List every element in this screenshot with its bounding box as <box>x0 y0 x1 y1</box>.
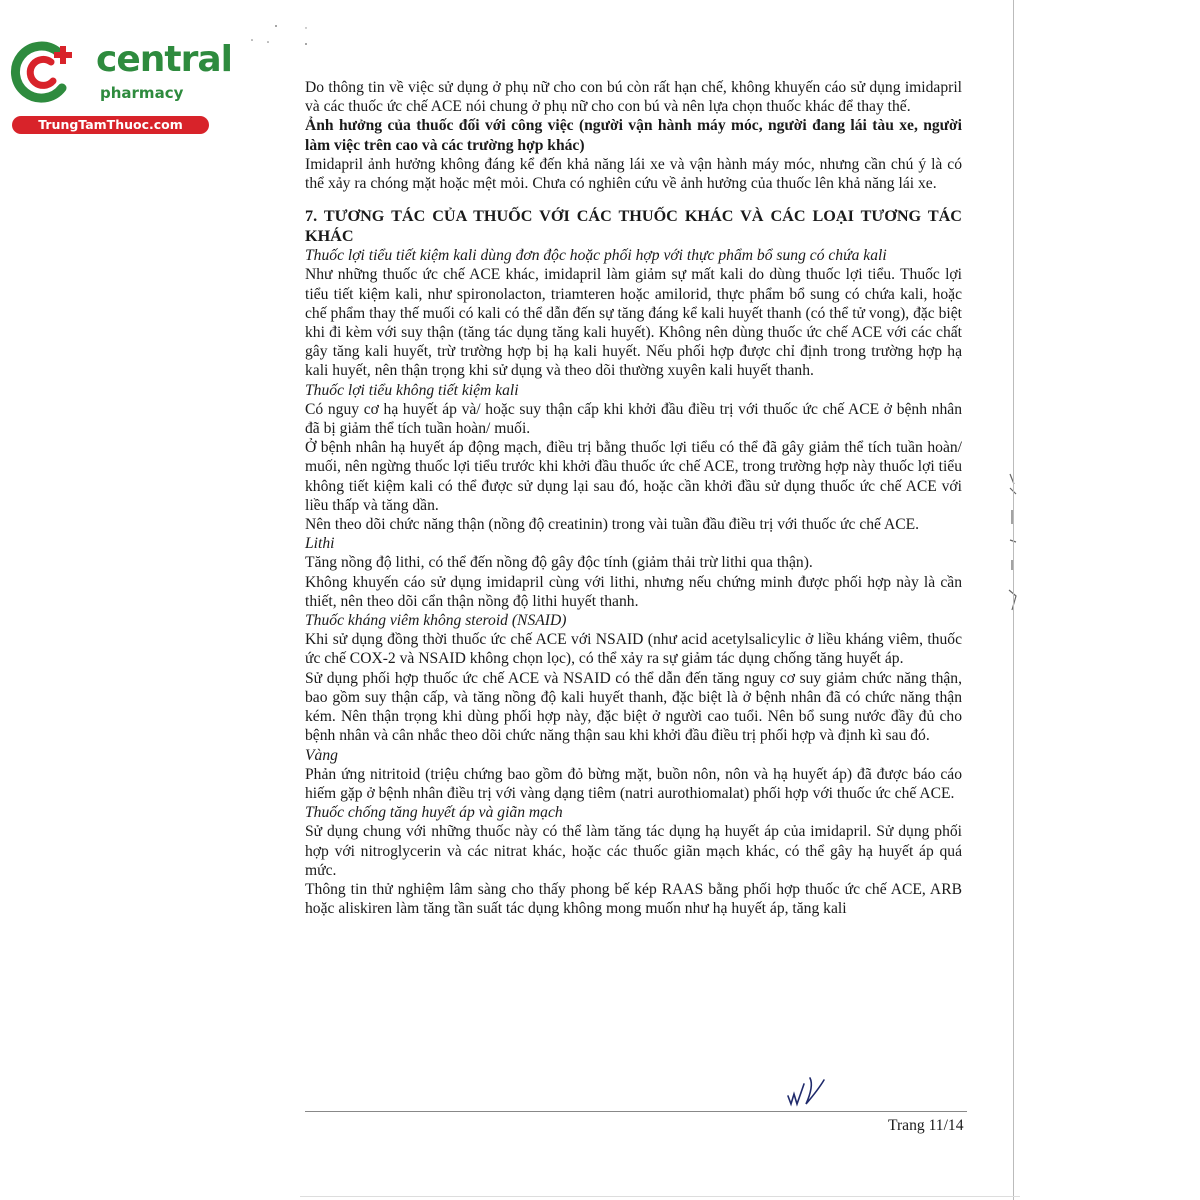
subheading-italic: Thuốc kháng viêm không steroid (NSAID) <box>305 612 567 630</box>
page-edge-bottom <box>300 1196 1020 1197</box>
page-edge-right <box>1013 0 1014 1200</box>
paragraph: Khi sử dụng đồng thời thuốc ức chế ACE với NSAID (như acid acetylsalicylic ở liều kháng viêm, thuốc ức chế COX-2 và NSAID không chọn lọc), có thể xảy ra sự giảm tác dụng chống tăng huyết áp. <box>305 631 962 668</box>
subheading-italic: Thuốc lợi tiểu không tiết kiệm kali <box>305 381 519 399</box>
paragraph: Thông tin thử nghiệm lâm sàng cho thấy phong bế kép RAAS bằng phối hợp thuốc ức chế ACE, ARB hoặc aliskiren làm tăng tần suất tác dụng không mong muốn như hạ huyết áp, tăng kali <box>305 880 962 918</box>
paragraph: Có nguy cơ hạ huyết áp và/ hoặc suy thận cấp khi khởi đầu điều trị với thuốc ức chế ACE ở bệnh nhân đã bị giảm thể tích tuần hoàn/ muối. <box>305 400 962 438</box>
paragraph: Như những thuốc ức chế ACE khác, imidapril làm giảm sự mất kali do dùng thuốc lợi tiểu. Thuốc lợi tiểu tiết kiệm kali, như spironolacton, triamteren hoặc amilorid, thực phẩm bổ sung có chứa kali, hoặc chế phẩm thay thế muối có kali có thể dẫn đến sự tăng đáng kể kali huyết thanh (có thể tử vong), đặc biệt khi đi kèm với suy thận (tăng tác dụng tăng kali huyết). Không nên dùng thuốc ức chế ACE với các chất gây tăng kali huyết, trừ trường hợp bị hạ kali huyết. Nếu phối hợp được chỉ định trong trường hợp hạ kali huyết, nên thận trọng khi sử dụng và theo dõi thường xuyên kali huyết thanh. <box>305 266 962 380</box>
logo-brand-name: central <box>96 39 232 80</box>
footer-divider <box>305 1111 967 1112</box>
paragraph: Imidapril ảnh hưởng không đáng kể đến khả năng lái xe và vận hành máy móc, nhưng cần chú ý là có thể xảy ra chóng mặt hoặc mệt mỏi. Chưa có nghiên cứu về ảnh hưởng của thuốc lên khả năng lái xe. <box>305 155 962 193</box>
paragraph: Nên theo dõi chức năng thận (nồng độ creatinin) trong vài tuần đầu điều trị với thuốc ức chế ACE. <box>305 516 920 534</box>
pharmacy-cross-logo-icon <box>10 38 80 108</box>
scan-specks <box>240 18 320 58</box>
page-number: Trang 11/14 <box>888 1117 964 1134</box>
subheading-italic: Thuốc lợi tiểu tiết kiệm kali dùng đơn độc hoặc phối hợp với thực phẩm bổ sung có chứa kali <box>305 247 887 265</box>
subheading-italic: Vàng <box>305 746 338 764</box>
paragraph: Phản ứng nitritoid (triệu chứng bao gồm đỏ bừng mặt, buồn nôn, nôn và hạ huyết áp) đã được báo cáo hiếm gặp ở bệnh nhân điều trị với vàng dạng tiêm (natri aurothiomalat) phối hợp với thuốc ức chế ACE. <box>305 765 962 802</box>
document-body <box>305 78 962 918</box>
logo-website: TrungTamThuoc.com <box>12 116 209 134</box>
subheading-bold: Ảnh hưởng của thuốc đối với công việc (người vận hành máy móc, người đang lái tàu xe, người làm việc trên cao và các trường hợp khác) <box>305 117 962 154</box>
central-pharmacy-logo[interactable] <box>10 38 232 138</box>
paragraph: Ở bệnh nhân hạ huyết áp động mạch, điều trị bằng thuốc lợi tiểu có thể đã gây giảm thể tích tuần hoàn/ muối, nên ngừng thuốc lợi tiểu trước khi khởi đầu thuốc ức chế ACE, trong trường hợp này thuốc lợi tiểu không tiết kiệm kali có thể được sử dụng lại sau đó, hoặc cần khởi đầu sử dụng thuốc ức chế ACE với liều thấp và tăng dần. <box>305 439 962 514</box>
margin-stamp-marks <box>1004 470 1026 620</box>
paragraph: Tăng nồng độ lithi, có thể đến nồng độ gây độc tính (giảm thải trừ lithi qua thận). <box>305 554 813 572</box>
paragraph: Do thông tin về việc sử dụng ở phụ nữ cho con bú còn rất hạn chế, không khuyến cáo sử dụng imidapril và các thuốc ức chế ACE nói chung ở phụ nữ cho con bú và nên lựa chọn thuốc khác để thay thế. <box>305 79 962 116</box>
paragraph: Không khuyến cáo sử dụng imidapril cùng với lithi, nhưng nếu chứng minh được phối hợp này là cần thiết, nên theo dõi cẩn thận nồng độ lithi huyết thanh. <box>305 573 962 610</box>
section-heading: 7. TƯƠNG TÁC CỦA THUỐC VỚI CÁC THUỐC KHÁC VÀ CÁC LOẠI TƯƠNG TÁC KHÁC <box>305 207 962 246</box>
paragraph: Sử dụng phối hợp thuốc ức chế ACE và NSAID có thể dẫn đến tăng nguy cơ suy giảm chức năng thận, bao gồm suy thận cấp, và tăng nồng độ kali huyết thanh, đặc biệt là ở bệnh nhân đã có chức năng thận kém. Nên thận trọng khi dùng phối hợp này, đặc biệt ở người cao tuổi. Nên bổ sung nước đầy đủ cho bệnh nhân và cân nhắc theo dõi chức năng thận sau khi khởi đầu điều trị phối hợp và định kì sau đó. <box>305 669 962 745</box>
subheading-italic: Thuốc chống tăng huyết áp và giãn mạch <box>305 804 563 822</box>
subheading-italic: Lithi <box>305 535 335 553</box>
paragraph: Sử dụng chung với những thuốc này có thể làm tăng tác dụng hạ huyết áp của imidapril. Sử dụng phối hợp với nitroglycerin và các nitrat khác, hoặc các thuốc giãn mạch khác, có thể gây hạ huyết áp quá mức. <box>305 823 962 879</box>
logo-brand-subtitle: pharmacy <box>100 84 184 102</box>
handwritten-initials <box>784 1074 826 1110</box>
